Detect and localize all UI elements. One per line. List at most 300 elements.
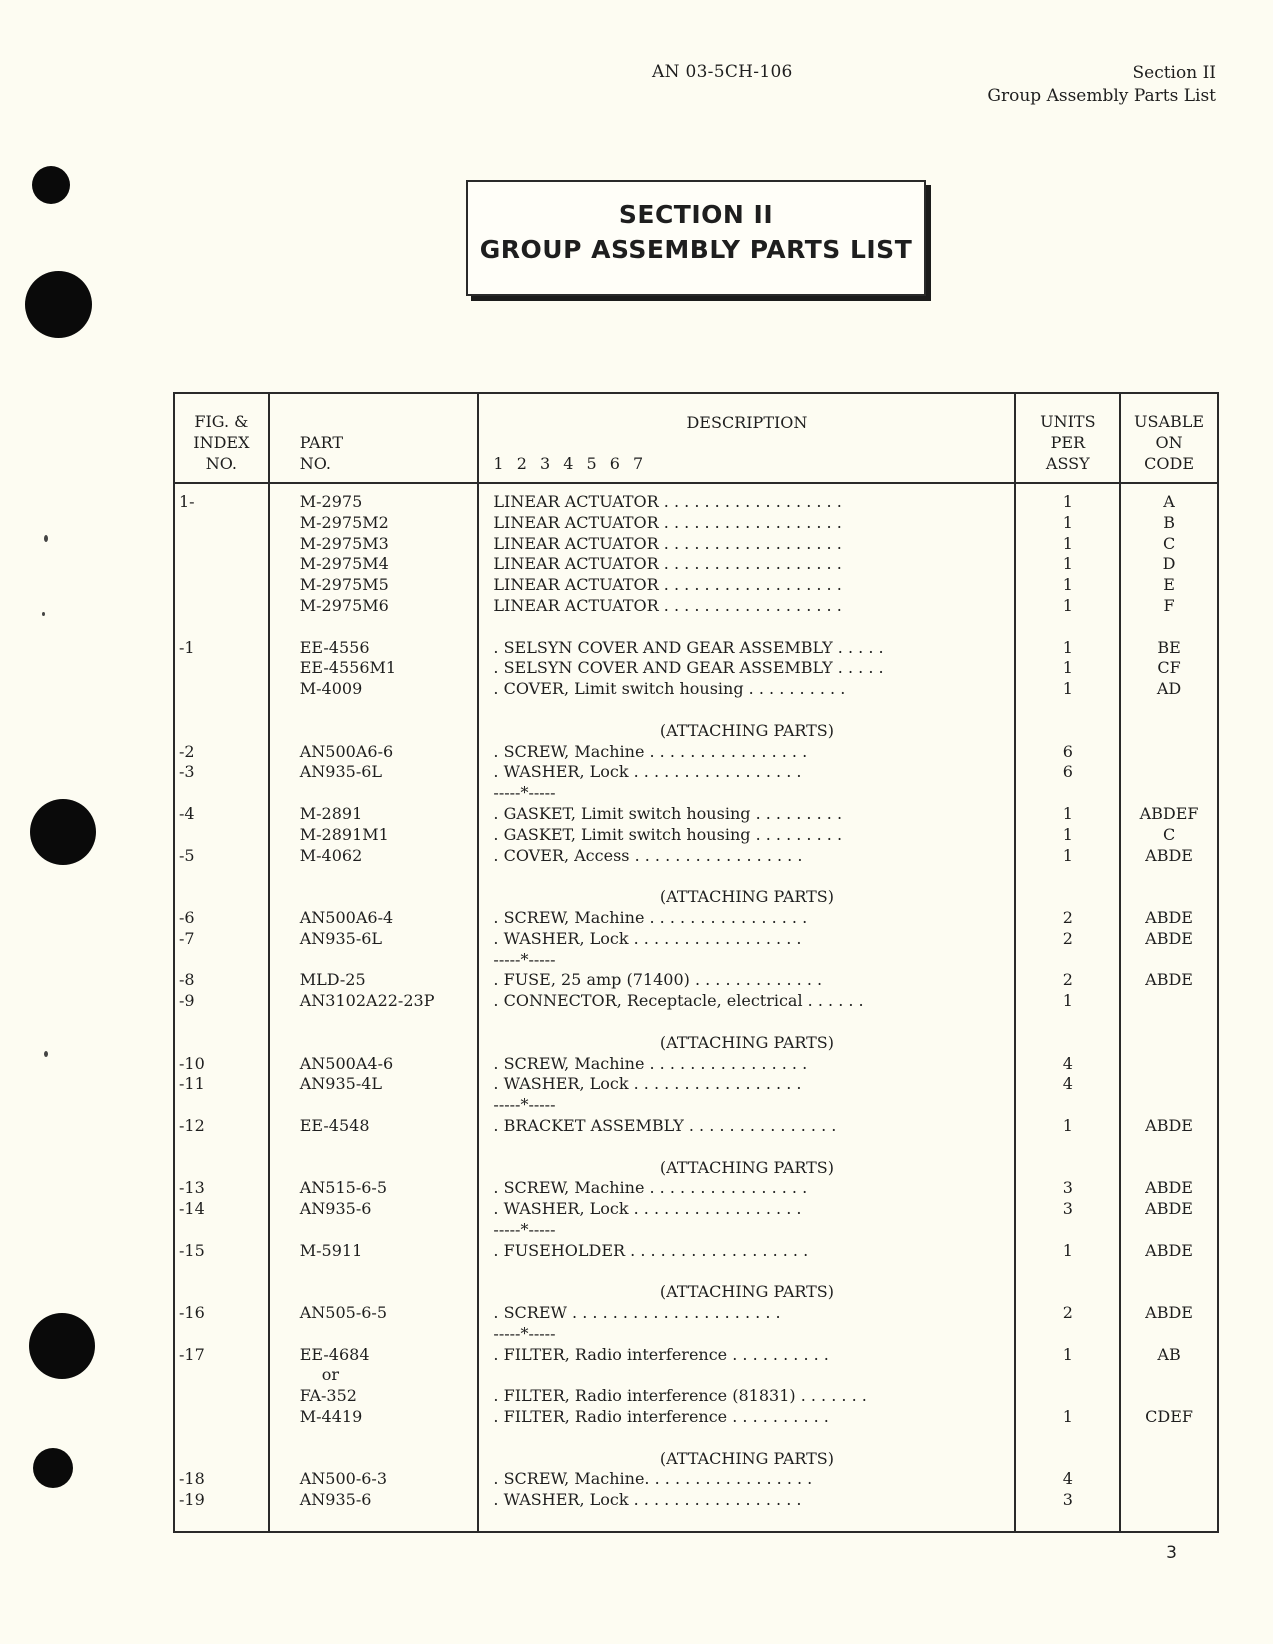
usable-code-cell (1120, 991, 1218, 1012)
stray-mark-icon (44, 535, 48, 542)
part-number-cell (269, 1137, 479, 1158)
units-cell (1015, 1220, 1120, 1241)
part-number-cell: M-2975M3 (269, 534, 479, 555)
header-text: PART (299, 433, 344, 452)
units-cell: 2 (1015, 1303, 1120, 1324)
index-cell (174, 658, 269, 679)
description-cell: . CONNECTOR, Receptacle, electrical . . . . . . (478, 991, 1015, 1012)
column-header-part (269, 393, 479, 483)
usable-code-cell (1120, 700, 1218, 721)
usable-code-cell (1120, 1158, 1218, 1179)
description-cell: LINEAR ACTUATOR . . . . . . . . . . . . . . . . . . (478, 534, 1015, 555)
index-cell (174, 1449, 269, 1470)
punch-hole-icon (25, 271, 92, 338)
part-number-cell: M-4419 (269, 1407, 479, 1428)
part-number-cell (269, 1012, 479, 1033)
table-header-row (174, 393, 1218, 483)
units-cell (1015, 1428, 1120, 1449)
units-cell (1015, 887, 1120, 908)
description-cell: . SCREW . . . . . . . . . . . . . . . . . . . . . (478, 1303, 1015, 1324)
table-spacer-row (174, 1137, 1218, 1158)
part-number-cell (269, 1282, 479, 1303)
table-row (174, 1449, 1218, 1470)
description-cell: (ATTACHING PARTS) (478, 1282, 1015, 1303)
table-row (174, 554, 1218, 575)
usable-code-cell: ABDE (1120, 1116, 1218, 1137)
index-cell: -4 (174, 804, 269, 825)
units-cell: 1 (1015, 991, 1120, 1012)
units-cell: 1 (1015, 1407, 1120, 1428)
description-cell: LINEAR ACTUATOR . . . . . . . . . . . . . . . . . . (478, 483, 1015, 513)
index-cell: -1 (174, 638, 269, 659)
table-row (174, 513, 1218, 534)
units-cell (1015, 700, 1120, 721)
index-cell: -5 (174, 846, 269, 867)
description-cell: . GASKET, Limit switch housing . . . . . . . . . (478, 804, 1015, 825)
usable-code-cell (1120, 742, 1218, 763)
index-cell (174, 534, 269, 555)
part-number-cell (269, 783, 479, 804)
units-cell: 1 (1015, 1345, 1120, 1366)
usable-code-cell (1120, 866, 1218, 887)
header-text: ASSY (1045, 454, 1090, 473)
table-row (174, 721, 1218, 742)
index-cell: 1- (174, 483, 269, 513)
description-cell: . FILTER, Radio interference (81831) . . . . . . . (478, 1386, 1015, 1407)
table-row (174, 1158, 1218, 1179)
table-row (174, 970, 1218, 991)
index-cell: -9 (174, 991, 269, 1012)
part-number-cell (269, 1449, 479, 1470)
units-cell (1015, 950, 1120, 971)
usable-code-cell (1120, 1261, 1218, 1282)
section-title-box (466, 180, 926, 296)
header-text: FIG. & (194, 412, 249, 431)
table-spacer-row (174, 1428, 1218, 1449)
units-cell (1015, 617, 1120, 638)
usable-code-cell (1120, 1386, 1218, 1407)
part-number-cell: AN935-6 (269, 1490, 479, 1532)
table-row (174, 783, 1218, 804)
units-cell: 4 (1015, 1074, 1120, 1095)
index-cell (174, 1386, 269, 1407)
description-cell (478, 1012, 1015, 1033)
part-number-cell: AN500A6-4 (269, 908, 479, 929)
index-cell (174, 1095, 269, 1116)
table-spacer-row (174, 700, 1218, 721)
description-cell (478, 617, 1015, 638)
units-cell: 3 (1015, 1490, 1120, 1532)
part-number-cell: AN500A6-6 (269, 742, 479, 763)
description-cell: . COVER, Limit switch housing . . . . . . . . . . (478, 679, 1015, 700)
index-cell (174, 513, 269, 534)
table-row (174, 658, 1218, 679)
units-cell: 2 (1015, 929, 1120, 950)
usable-code-cell (1120, 1469, 1218, 1490)
part-number-cell: M-2891M1 (269, 825, 479, 846)
table-row (174, 908, 1218, 929)
header-text: NO. (299, 454, 331, 473)
description-cell (478, 866, 1015, 887)
index-cell (174, 700, 269, 721)
description-cell: . COVER, Access . . . . . . . . . . . . . . . . . (478, 846, 1015, 867)
table-row (174, 1116, 1218, 1137)
usable-code-cell: F (1120, 596, 1218, 617)
punch-hole-icon (33, 1448, 73, 1488)
index-cell (174, 1407, 269, 1428)
units-cell: 3 (1015, 1199, 1120, 1220)
usable-code-cell: ABDE (1120, 929, 1218, 950)
units-cell (1015, 866, 1120, 887)
index-cell: -17 (174, 1345, 269, 1366)
index-cell: -6 (174, 908, 269, 929)
table-row (174, 483, 1218, 513)
table-row (174, 1241, 1218, 1262)
indent-level-scale: 1 2 3 4 5 6 7 (493, 454, 648, 473)
usable-code-cell (1120, 1365, 1218, 1386)
usable-code-cell (1120, 617, 1218, 638)
table-spacer-row (174, 617, 1218, 638)
index-cell: -2 (174, 742, 269, 763)
units-cell (1015, 1365, 1120, 1386)
index-cell: -3 (174, 762, 269, 783)
units-cell: 6 (1015, 762, 1120, 783)
usable-code-cell: ABDE (1120, 1241, 1218, 1262)
units-cell: 2 (1015, 908, 1120, 929)
table-row (174, 1074, 1218, 1095)
part-number-cell: AN505-6-5 (269, 1303, 479, 1324)
description-cell: (ATTACHING PARTS) (478, 887, 1015, 908)
index-cell (174, 1365, 269, 1386)
description-cell: . SCREW, Machine . . . . . . . . . . . . . . . . (478, 908, 1015, 929)
running-header (987, 62, 1216, 108)
units-cell: 1 (1015, 638, 1120, 659)
usable-code-cell (1120, 762, 1218, 783)
usable-code-cell (1120, 887, 1218, 908)
page-number: 3 (1166, 1543, 1177, 1563)
description-cell: . FILTER, Radio interference . . . . . . . . . . (478, 1407, 1015, 1428)
usable-code-cell: A (1120, 483, 1218, 513)
index-cell (174, 1012, 269, 1033)
table-row (174, 825, 1218, 846)
index-cell (174, 1282, 269, 1303)
part-number-cell (269, 1033, 479, 1054)
usable-code-cell (1120, 1428, 1218, 1449)
units-cell: 1 (1015, 575, 1120, 596)
description-cell: . WASHER, Lock . . . . . . . . . . . . . . . . . (478, 1074, 1015, 1095)
units-cell: 1 (1015, 825, 1120, 846)
description-cell: . FUSE, 25 amp (71400) . . . . . . . . . . . . . (478, 970, 1015, 991)
table-row (174, 991, 1218, 1012)
column-header-index (174, 393, 269, 483)
part-number-cell (269, 617, 479, 638)
index-cell (174, 783, 269, 804)
table-row (174, 1282, 1218, 1303)
index-cell: -16 (174, 1303, 269, 1324)
description-cell: . SCREW, Machine. . . . . . . . . . . . . . . . . (478, 1469, 1015, 1490)
part-number-cell: MLD-25 (269, 970, 479, 991)
description-cell: -----*----- (478, 1095, 1015, 1116)
part-number-cell (269, 1261, 479, 1282)
units-cell: 1 (1015, 1241, 1120, 1262)
parts-list-table (173, 392, 1219, 1533)
part-number-cell (269, 1324, 479, 1345)
index-cell: -14 (174, 1199, 269, 1220)
description-cell (478, 1137, 1015, 1158)
part-number-cell: M-5911 (269, 1241, 479, 1262)
part-number-cell: M-2975M2 (269, 513, 479, 534)
usable-code-cell (1120, 1074, 1218, 1095)
stray-mark-icon (44, 1051, 48, 1057)
index-cell: -13 (174, 1178, 269, 1199)
parts-table-body (174, 483, 1218, 1532)
index-cell (174, 950, 269, 971)
table-row (174, 1407, 1218, 1428)
index-cell: -19 (174, 1490, 269, 1532)
usable-code-cell (1120, 1449, 1218, 1470)
units-cell (1015, 1282, 1120, 1303)
usable-code-cell (1120, 1054, 1218, 1075)
part-number-cell: or (269, 1365, 479, 1386)
description-cell: . WASHER, Lock . . . . . . . . . . . . . . . . . (478, 929, 1015, 950)
usable-code-cell: C (1120, 825, 1218, 846)
units-cell: 1 (1015, 804, 1120, 825)
table-row (174, 1386, 1218, 1407)
usable-code-cell: ABDEF (1120, 804, 1218, 825)
units-cell: 2 (1015, 970, 1120, 991)
usable-code-cell (1120, 1324, 1218, 1345)
usable-code-cell (1120, 1012, 1218, 1033)
index-cell (174, 1137, 269, 1158)
units-cell (1015, 1012, 1120, 1033)
table-row (174, 575, 1218, 596)
description-cell: LINEAR ACTUATOR . . . . . . . . . . . . . . . . . . (478, 596, 1015, 617)
table-row (174, 638, 1218, 659)
table-row (174, 887, 1218, 908)
index-cell: -8 (174, 970, 269, 991)
index-cell: -10 (174, 1054, 269, 1075)
description-cell: . SCREW, Machine . . . . . . . . . . . . . . . . (478, 742, 1015, 763)
table-row (174, 1033, 1218, 1054)
units-cell: 1 (1015, 846, 1120, 867)
description-cell: -----*----- (478, 950, 1015, 971)
description-cell: . SCREW, Machine . . . . . . . . . . . . . . . . (478, 1178, 1015, 1199)
usable-code-cell: AD (1120, 679, 1218, 700)
units-cell (1015, 1386, 1120, 1407)
table-row (174, 1054, 1218, 1075)
description-cell: -----*----- (478, 783, 1015, 804)
units-cell (1015, 1158, 1120, 1179)
header-text: ON (1155, 433, 1183, 452)
table-row (174, 742, 1218, 763)
index-cell (174, 554, 269, 575)
table-spacer-row (174, 1261, 1218, 1282)
part-number-cell (269, 1428, 479, 1449)
index-cell (174, 1428, 269, 1449)
description-cell: LINEAR ACTUATOR . . . . . . . . . . . . . . . . . . (478, 513, 1015, 534)
part-number-cell: AN935-6L (269, 762, 479, 783)
index-cell: -12 (174, 1116, 269, 1137)
part-number-cell: EE-4548 (269, 1116, 479, 1137)
part-number-cell (269, 700, 479, 721)
column-header-description (478, 393, 1015, 483)
description-cell: . GASKET, Limit switch housing . . . . . . . . . (478, 825, 1015, 846)
units-cell: 1 (1015, 1116, 1120, 1137)
description-cell: . WASHER, Lock . . . . . . . . . . . . . . . . . (478, 1490, 1015, 1532)
part-number-cell (269, 721, 479, 742)
units-cell: 3 (1015, 1178, 1120, 1199)
table-row (174, 762, 1218, 783)
part-number-cell: FA-352 (269, 1386, 479, 1407)
header-text: INDEX (193, 433, 250, 452)
description-cell: LINEAR ACTUATOR . . . . . . . . . . . . . . . . . . (478, 554, 1015, 575)
part-number-cell: AN935-6L (269, 929, 479, 950)
punch-hole-icon (29, 1313, 95, 1379)
index-cell: -18 (174, 1469, 269, 1490)
usable-code-cell (1120, 1220, 1218, 1241)
usable-code-cell (1120, 1282, 1218, 1303)
index-cell (174, 887, 269, 908)
index-cell (174, 1220, 269, 1241)
part-number-cell: EE-4556 (269, 638, 479, 659)
header-text: PER (1050, 433, 1086, 452)
description-cell: -----*----- (478, 1220, 1015, 1241)
usable-code-cell: D (1120, 554, 1218, 575)
table-row (174, 1345, 1218, 1366)
units-cell: 1 (1015, 483, 1120, 513)
part-number-cell: AN500-6-3 (269, 1469, 479, 1490)
index-cell (174, 721, 269, 742)
part-number-cell: M-2975M5 (269, 575, 479, 596)
usable-code-cell: CDEF (1120, 1407, 1218, 1428)
part-number-cell (269, 1220, 479, 1241)
table-row (174, 1365, 1218, 1386)
usable-code-cell: CF (1120, 658, 1218, 679)
table-spacer-row (174, 1012, 1218, 1033)
table-row (174, 679, 1218, 700)
units-cell (1015, 1137, 1120, 1158)
description-cell: (ATTACHING PARTS) (478, 1158, 1015, 1179)
index-cell: -11 (174, 1074, 269, 1095)
description-cell: . WASHER, Lock . . . . . . . . . . . . . . . . . (478, 762, 1015, 783)
part-number-cell (269, 887, 479, 908)
index-cell (174, 617, 269, 638)
usable-code-cell: BE (1120, 638, 1218, 659)
usable-code-cell: C (1120, 534, 1218, 555)
index-cell (174, 1324, 269, 1345)
part-number-cell (269, 1095, 479, 1116)
index-cell: -15 (174, 1241, 269, 1262)
usable-code-cell: ABDE (1120, 1178, 1218, 1199)
part-number-cell (269, 1158, 479, 1179)
table-row (174, 804, 1218, 825)
document-number: AN 03-5CH-106 (652, 62, 793, 82)
usable-code-cell: AB (1120, 1345, 1218, 1366)
table-row (174, 846, 1218, 867)
units-cell: 1 (1015, 679, 1120, 700)
usable-code-cell: ABDE (1120, 846, 1218, 867)
part-number-cell (269, 866, 479, 887)
table-row (174, 1178, 1218, 1199)
header-text: UNITS (1040, 412, 1096, 431)
usable-code-cell (1120, 1490, 1218, 1532)
header-text: DESCRIPTION (686, 413, 808, 432)
part-number-cell: EE-4556M1 (269, 658, 479, 679)
table-row (174, 929, 1218, 950)
units-cell (1015, 783, 1120, 804)
usable-code-cell (1120, 721, 1218, 742)
index-cell (174, 575, 269, 596)
description-cell (478, 700, 1015, 721)
part-number-cell: AN3102A22-23P (269, 991, 479, 1012)
column-header-units (1015, 393, 1120, 483)
column-header-usable-code (1120, 393, 1218, 483)
title-line-2: GROUP ASSEMBLY PARTS LIST (479, 235, 913, 264)
table-row (174, 534, 1218, 555)
punch-hole-icon (32, 166, 70, 204)
table-row (174, 950, 1218, 971)
units-cell (1015, 721, 1120, 742)
part-number-cell: M-2975M6 (269, 596, 479, 617)
part-number-cell: AN500A4-6 (269, 1054, 479, 1075)
usable-code-cell (1120, 1137, 1218, 1158)
description-cell: . FUSEHOLDER . . . . . . . . . . . . . . . . . . (478, 1241, 1015, 1262)
part-number-cell: AN515-6-5 (269, 1178, 479, 1199)
table-row (174, 1469, 1218, 1490)
index-cell (174, 1033, 269, 1054)
units-cell: 1 (1015, 513, 1120, 534)
part-number-cell: M-4009 (269, 679, 479, 700)
part-number-cell (269, 950, 479, 971)
description-cell: (ATTACHING PARTS) (478, 1033, 1015, 1054)
part-number-cell: M-2975M4 (269, 554, 479, 575)
index-cell (174, 1158, 269, 1179)
table-row (174, 1095, 1218, 1116)
description-cell: . WASHER, Lock . . . . . . . . . . . . . . . . . (478, 1199, 1015, 1220)
units-cell (1015, 1261, 1120, 1282)
description-cell (478, 1428, 1015, 1449)
description-cell: . SELSYN COVER AND GEAR ASSEMBLY . . . . . (478, 658, 1015, 679)
description-cell: . SELSYN COVER AND GEAR ASSEMBLY . . . . . (478, 638, 1015, 659)
description-cell: -----*----- (478, 1324, 1015, 1345)
units-cell: 1 (1015, 658, 1120, 679)
units-cell: 4 (1015, 1469, 1120, 1490)
description-cell (478, 1365, 1015, 1386)
section-title: Group Assembly Parts List (987, 86, 1216, 106)
index-cell (174, 866, 269, 887)
part-number-cell: AN935-4L (269, 1074, 479, 1095)
table-row (174, 596, 1218, 617)
usable-code-cell (1120, 950, 1218, 971)
description-cell (478, 1261, 1015, 1282)
description-cell: (ATTACHING PARTS) (478, 1449, 1015, 1470)
usable-code-cell (1120, 783, 1218, 804)
part-number-cell: M-2975 (269, 483, 479, 513)
description-cell: . SCREW, Machine . . . . . . . . . . . . . . . . (478, 1054, 1015, 1075)
stray-mark-icon (42, 612, 45, 616)
units-cell: 6 (1015, 742, 1120, 763)
units-cell (1015, 1449, 1120, 1470)
table-row (174, 1303, 1218, 1324)
units-cell: 1 (1015, 596, 1120, 617)
usable-code-cell: ABDE (1120, 1303, 1218, 1324)
table-row (174, 1199, 1218, 1220)
title-line-1: SECTION II (618, 200, 774, 229)
units-cell: 1 (1015, 534, 1120, 555)
table-row (174, 1220, 1218, 1241)
description-cell: . BRACKET ASSEMBLY . . . . . . . . . . . . . . . (478, 1116, 1015, 1137)
part-number-cell: M-4062 (269, 846, 479, 867)
